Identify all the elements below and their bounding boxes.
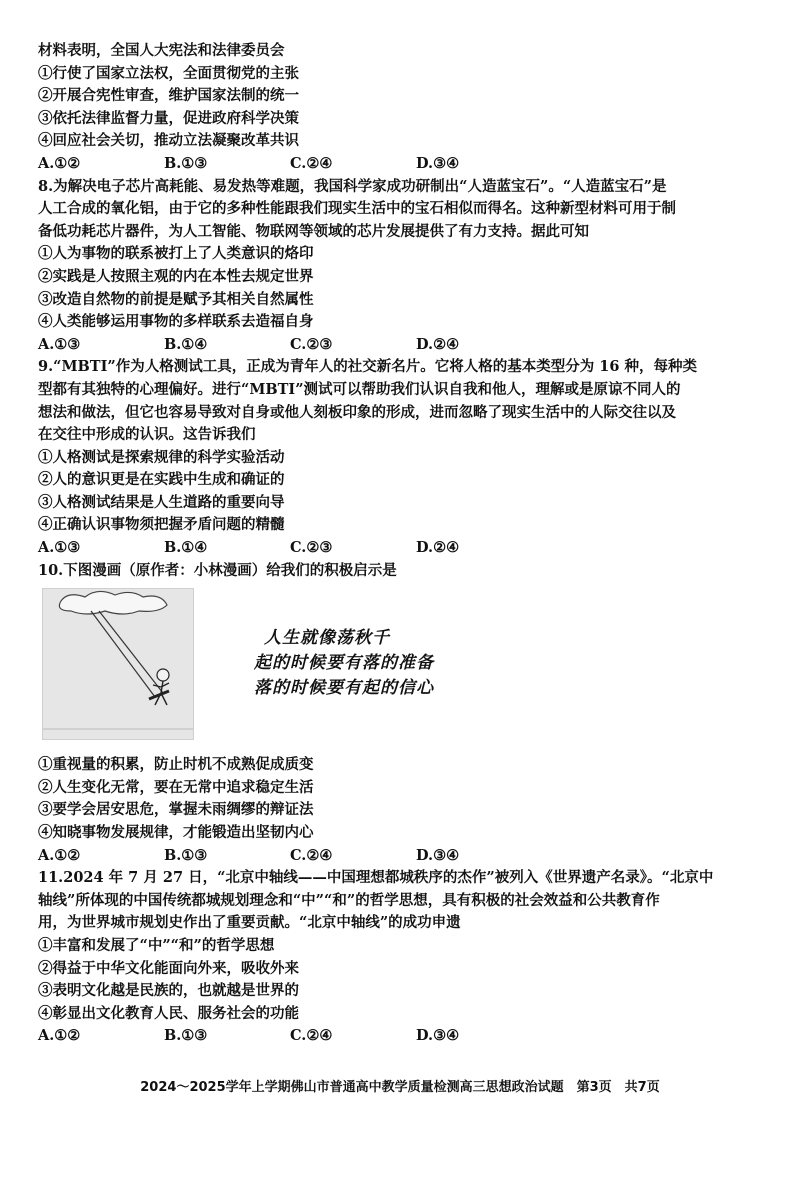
option-a: A.①③ bbox=[38, 335, 81, 353]
question-stem-line: 型都有其独特的心理偏好。进行“MBTI”测试可以帮助我们认识自我和他人，理解或是原谅不同人的 bbox=[38, 380, 681, 398]
choice-item: ④人类能够运用事物的多样联系去造福自身 bbox=[38, 313, 314, 331]
question-stem-line: 轴线”所体现的中国传统都城规划理念和“中”“和”的哲学思想，具有积极的社会效益和公共教育作 bbox=[38, 891, 660, 909]
choice-item: ③改造自然物的前提是赋予其相关自然属性 bbox=[38, 290, 314, 308]
choice-item: ②实践是人按照主观的内在本性去规定世界 bbox=[38, 267, 314, 285]
choice-item: ②人生变化无常，要在无常中追求稳定生活 bbox=[38, 778, 314, 796]
question-stem-line: 人工合成的氧化铝，由于它的多种性能跟我们现实生活中的宝石相似而得名。这种新型材料可用于制 bbox=[38, 200, 676, 218]
choice-item: ①人格测试是探索规律的科学实验活动 bbox=[38, 448, 285, 466]
option-b: B.①④ bbox=[164, 539, 208, 557]
option-c: C.②④ bbox=[290, 1027, 333, 1045]
choice-item: ②人的意识更是在实践中生成和确证的 bbox=[38, 471, 285, 489]
option-a: A.①② bbox=[38, 154, 81, 172]
option-b: B.①③ bbox=[164, 1027, 208, 1045]
question-stem-line: 用，为世界城市规划史作出了重要贡献。“北京中轴线”的成功申遗 bbox=[38, 914, 461, 932]
question-stem-line: 在交往中形成的认识。这告诉我们 bbox=[38, 426, 256, 444]
choice-item: ④彰显出文化教育人民、服务社会的功能 bbox=[38, 1004, 299, 1022]
comic-caption-line: 落的时候要有起的信心 bbox=[254, 678, 434, 699]
comic-caption-line: 人生就像荡秋千 bbox=[264, 628, 390, 649]
choice-item: ③要学会居安思危，掌握未雨绸缪的辩证法 bbox=[38, 801, 314, 819]
swing-illustration bbox=[43, 589, 193, 739]
choice-item: ①重视量的积累，防止时机不成熟促成质变 bbox=[38, 756, 314, 774]
choice-item: ③表明文化越是民族的，也就越是世界的 bbox=[38, 982, 299, 1000]
question-stem: 10.下图漫画（原作者：小林漫画）给我们的积极启示是 bbox=[38, 561, 397, 579]
answer-options bbox=[38, 334, 766, 357]
answer-options bbox=[38, 845, 766, 868]
page-footer: 2024～2025学年上学期佛山市普通高中教学质量检测高三思想政治试题 第3页 共7页 bbox=[140, 1080, 660, 1095]
option-b: B.①④ bbox=[164, 335, 208, 353]
answer-options bbox=[38, 1025, 766, 1048]
question-stem-line: 想法和做法，但它也容易导致对自身或他人刻板印象的形成，进而忽略了现实生活中的人际交往以及 bbox=[38, 403, 676, 421]
question-10 bbox=[38, 560, 766, 868]
choice-item: ①丰富和发展了“中”“和”的哲学思想 bbox=[38, 937, 275, 954]
choice-item: ④知晓事物发展规律，才能锻造出坚韧内心 bbox=[38, 824, 314, 842]
exam-page bbox=[38, 40, 766, 1048]
option-a: A.①② bbox=[38, 1027, 81, 1045]
choice-item: ③依托法律监督力量，促进政府科学决策 bbox=[38, 109, 299, 127]
choice-item: ②得益于中华文化能面向外来，吸收外来 bbox=[38, 959, 299, 977]
question-stem-line: 备低功耗芯片器件，为人工智能、物联网等领域的芯片发展提供了有力支持。据此可知 bbox=[38, 222, 589, 240]
choice-item: ①行使了国家立法权，全面贯彻党的主张 bbox=[38, 64, 299, 82]
comic-caption-line: 起的时候要有落的准备 bbox=[254, 653, 434, 674]
person-head bbox=[157, 669, 169, 681]
comic-caption bbox=[254, 626, 434, 701]
option-a: A.①③ bbox=[38, 539, 81, 557]
option-c: C.②③ bbox=[290, 335, 333, 353]
option-b: B.①③ bbox=[164, 154, 208, 172]
question-9 bbox=[38, 356, 766, 559]
question-7-tail bbox=[38, 40, 766, 176]
answer-options bbox=[38, 537, 766, 560]
option-c: C.②③ bbox=[290, 539, 333, 557]
choice-item: ①人为事物的联系被打上了人类意识的烙印 bbox=[38, 245, 314, 263]
comic-figure bbox=[38, 588, 766, 754]
question-stem-line: 8.为解决电子芯片高耗能、易发热等难题，我国科学家成功研制出“人造蓝宝石”。“人造蓝宝石”是 bbox=[38, 177, 667, 195]
choice-item: ③人格测试结果是人生道路的重要向导 bbox=[38, 493, 285, 511]
choice-item: ④回应社会关切，推动立法凝聚改革共识 bbox=[38, 132, 299, 150]
question-11 bbox=[38, 867, 766, 1048]
question-stem-line: 9.“MBTI”作为人格测试工具，正成为青年人的社交新名片。它将人格的基本类型分为 16 种，每种类 bbox=[38, 358, 697, 376]
question-stem: 材料表明，全国人大宪法和法律委员会 bbox=[38, 42, 285, 59]
comic-image bbox=[42, 588, 194, 740]
option-d: D.③④ bbox=[416, 154, 460, 172]
choice-item: ④正确认识事物须把握矛盾问题的精髓 bbox=[38, 516, 285, 534]
option-c: C.②④ bbox=[290, 846, 333, 864]
option-c: C.②④ bbox=[290, 154, 333, 172]
option-d: D.②④ bbox=[416, 539, 460, 557]
option-d: D.③④ bbox=[416, 1027, 460, 1045]
option-b: B.①③ bbox=[164, 846, 208, 864]
answer-options bbox=[38, 153, 766, 176]
choice-item: ②开展合宪性审查，维护国家法制的统一 bbox=[38, 87, 299, 105]
option-d: D.③④ bbox=[416, 846, 460, 864]
option-d: D.②④ bbox=[416, 335, 460, 353]
question-stem-line: 11.2024 年 7 月 27 日，“北京中轴线——中国理想都城秩序的杰作”被列入《世界遗产名录》。“北京中 bbox=[38, 869, 714, 887]
option-a: A.①② bbox=[38, 846, 81, 864]
question-8 bbox=[38, 176, 766, 357]
